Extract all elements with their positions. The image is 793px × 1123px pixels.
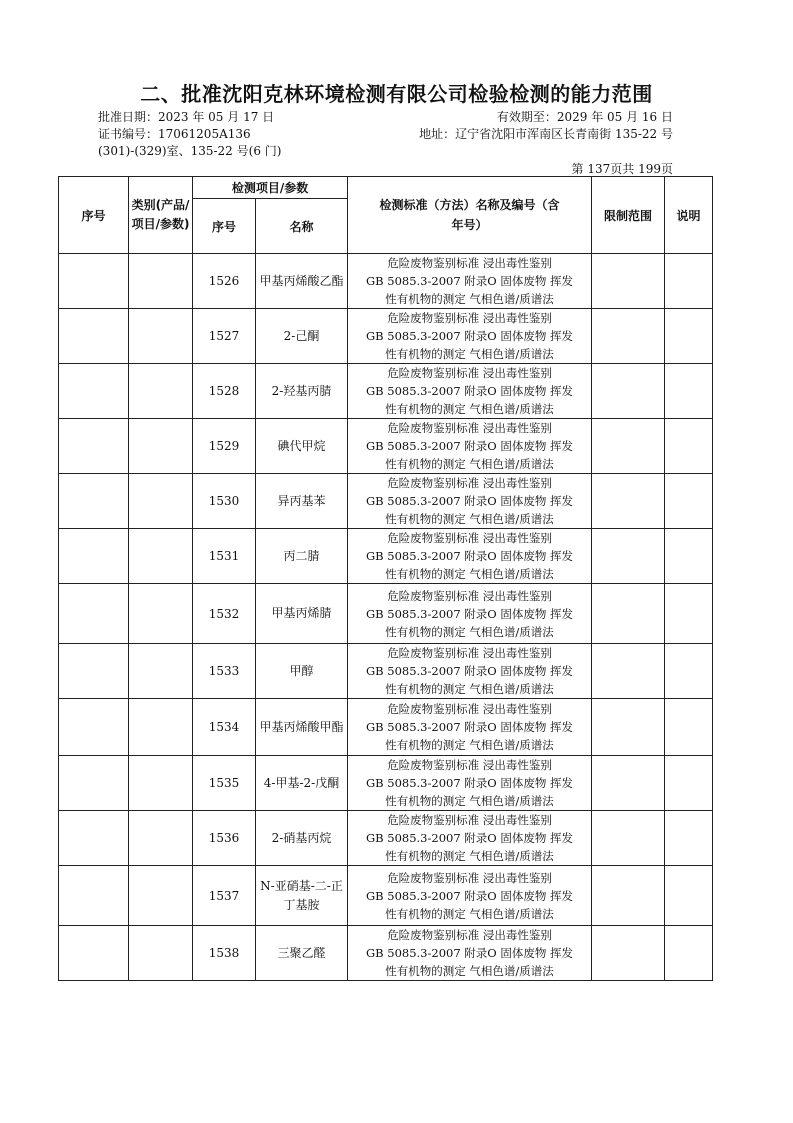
row-item-no: 1532: [193, 584, 256, 644]
row-item-name: 2-己酮: [256, 309, 348, 364]
row-category: [129, 699, 193, 756]
standard-line: GB 5085.3-2007 附录O 固体废物 挥发: [365, 946, 574, 960]
row-limit: [592, 474, 665, 529]
header-item-name: 名称: [256, 199, 348, 254]
header-item-group: 检测项目/参数: [193, 177, 348, 199]
row-standard: [348, 254, 592, 309]
standard-line: 性有机物的测定 气相色谱/质谱法: [385, 347, 554, 361]
standard-line: GB 5085.3-2007 附录O 固体废物 挥发: [365, 494, 574, 508]
certificate-number: 证书编号：17061205A136: [98, 127, 251, 141]
row-item-no: 1527: [193, 309, 256, 364]
row-standard: [348, 419, 592, 474]
standard-line: 性有机物的测定 气相色谱/质谱法: [385, 794, 554, 808]
standard-line: 危险废物鉴别标准 浸出毒性鉴别: [387, 928, 552, 942]
valid-until: 有效期至：2029 年 05 月 16 日: [496, 110, 673, 124]
standard-line: 性有机物的测定 气相色谱/质谱法: [385, 849, 554, 863]
row-category: [129, 419, 193, 474]
standard-line: 性有机物的测定 气相色谱/质谱法: [385, 292, 554, 306]
row-limit: [592, 811, 665, 866]
row-note: [665, 756, 713, 811]
row-seq: [59, 584, 129, 644]
table-row: [59, 644, 713, 699]
page-number: 第 137页共 199页: [571, 162, 673, 176]
standard-line: 性有机物的测定 气相色谱/质谱法: [385, 682, 554, 696]
approval-date: 批准日期：2023 年 05 月 17 日: [98, 110, 275, 124]
standard-line: 危险废物鉴别标准 浸出毒性鉴别: [387, 366, 552, 380]
table-row: [59, 364, 713, 419]
table-row: [59, 474, 713, 529]
row-seq: [59, 699, 129, 756]
row-item-no: 1535: [193, 756, 256, 811]
row-note: [665, 644, 713, 699]
row-item-no: 1530: [193, 474, 256, 529]
row-note: [665, 474, 713, 529]
row-limit: [592, 866, 665, 926]
row-note: [665, 699, 713, 756]
row-category: [129, 364, 193, 419]
row-note: [665, 419, 713, 474]
row-item-no: 1528: [193, 364, 256, 419]
standard-line: GB 5085.3-2007 附录O 固体废物 挥发: [365, 384, 574, 398]
standard-line: 性有机物的测定 气相色谱/质谱法: [385, 567, 554, 581]
row-seq: [59, 866, 129, 926]
row-item-name: 碘代甲烷: [256, 419, 348, 474]
row-category: [129, 474, 193, 529]
header-standard-text: 检测标准（方法）名称及编号（含年号）: [379, 198, 560, 232]
row-item-name: 2-羟基丙腈: [256, 364, 348, 419]
standard-line: 性有机物的测定 气相色谱/质谱法: [385, 457, 554, 471]
standard-line: 性有机物的测定 气相色谱/质谱法: [385, 402, 554, 416]
row-item-name: 4-甲基-2-戊酮: [256, 756, 348, 811]
row-limit: [592, 309, 665, 364]
table-row: [59, 699, 713, 756]
row-standard: [348, 364, 592, 419]
table-row: [59, 529, 713, 584]
standard-line: 危险废物鉴别标准 浸出毒性鉴别: [387, 421, 552, 435]
standard-line: GB 5085.3-2007 附录O 固体废物 挥发: [365, 439, 574, 453]
table-row: [59, 756, 713, 811]
row-item-name: 甲基丙烯腈: [256, 584, 348, 644]
row-standard: [348, 474, 592, 529]
row-item-no: 1536: [193, 811, 256, 866]
standard-line: GB 5085.3-2007 附录O 固体废物 挥发: [365, 274, 574, 288]
row-seq: [59, 756, 129, 811]
row-seq: [59, 474, 129, 529]
row-limit: [592, 644, 665, 699]
row-item-name: 三聚乙醛: [256, 926, 348, 981]
standard-line: GB 5085.3-2007 附录O 固体废物 挥发: [365, 549, 574, 563]
table-row: [59, 866, 713, 926]
table-row: [59, 584, 713, 644]
row-item-no: 1538: [193, 926, 256, 981]
row-category: [129, 811, 193, 866]
row-item-name: N-亚硝基-二-正丁基胺: [256, 866, 348, 926]
standard-line: 性有机物的测定 气相色谱/质谱法: [385, 906, 554, 921]
standard-line: 危险废物鉴别标准 浸出毒性鉴别: [387, 311, 552, 325]
table-row: [59, 254, 713, 309]
row-limit: [592, 699, 665, 756]
row-seq: [59, 529, 129, 584]
row-note: [665, 254, 713, 309]
row-limit: [592, 364, 665, 419]
header-category-text: 类别(产品/项目/参数): [131, 198, 190, 231]
row-item-name: 甲基丙烯酸甲酯: [256, 699, 348, 756]
standard-line: 性有机物的测定 气相色谱/质谱法: [385, 624, 554, 639]
standard-line: 性有机物的测定 气相色谱/质谱法: [385, 738, 554, 752]
table-row: [59, 926, 713, 981]
standard-line: GB 5085.3-2007 附录O 固体废物 挥发: [365, 776, 574, 790]
row-item-no: 1531: [193, 529, 256, 584]
row-limit: [592, 584, 665, 644]
row-category: [129, 926, 193, 981]
row-note: [665, 811, 713, 866]
address: 地址：辽宁省沈阳市浑南区长青南街 135-22 号: [419, 127, 673, 141]
standard-line: 性有机物的测定 气相色谱/质谱法: [385, 512, 554, 526]
row-limit: [592, 254, 665, 309]
standard-line: 性有机物的测定 气相色谱/质谱法: [385, 964, 554, 978]
header-limit: 限制范围: [592, 177, 665, 254]
row-item-no: 1526: [193, 254, 256, 309]
row-standard: [348, 644, 592, 699]
row-standard: [348, 584, 592, 644]
row-seq: [59, 309, 129, 364]
standard-line: GB 5085.3-2007 附录O 固体废物 挥发: [365, 831, 574, 845]
row-standard: [348, 699, 592, 756]
row-category: [129, 584, 193, 644]
header-item-seq: 序号: [193, 199, 256, 254]
row-limit: [592, 756, 665, 811]
row-item-name: 甲醇: [256, 644, 348, 699]
standard-line: GB 5085.3-2007 附录O 固体废物 挥发: [365, 606, 574, 621]
row-note: [665, 309, 713, 364]
row-seq: [59, 644, 129, 699]
standard-line: 危险废物鉴别标准 浸出毒性鉴别: [387, 256, 552, 270]
table-row: [59, 811, 713, 866]
header-category: [129, 177, 193, 254]
standard-line: GB 5085.3-2007 附录O 固体废物 挥发: [365, 720, 574, 734]
standard-line: 危险废物鉴别标准 浸出毒性鉴别: [387, 702, 552, 716]
row-seq: [59, 419, 129, 474]
row-category: [129, 644, 193, 699]
standard-line: 危险废物鉴别标准 浸出毒性鉴别: [387, 870, 552, 885]
row-note: [665, 926, 713, 981]
row-category: [129, 866, 193, 926]
row-item-no: 1537: [193, 866, 256, 926]
standard-line: 危险废物鉴别标准 浸出毒性鉴别: [387, 813, 552, 827]
row-note: [665, 866, 713, 926]
row-category: [129, 254, 193, 309]
row-category: [129, 309, 193, 364]
row-standard: [348, 309, 592, 364]
header-seq: 序号: [59, 177, 129, 254]
row-category: [129, 529, 193, 584]
row-item-no: 1529: [193, 419, 256, 474]
standard-line: GB 5085.3-2007 附录O 固体废物 挥发: [365, 664, 574, 678]
row-category: [129, 756, 193, 811]
row-limit: [592, 529, 665, 584]
row-standard: [348, 811, 592, 866]
row-standard: [348, 866, 592, 926]
standard-line: 危险废物鉴别标准 浸出毒性鉴别: [387, 531, 552, 545]
standard-line: 危险废物鉴别标准 浸出毒性鉴别: [387, 476, 552, 490]
row-note: [665, 364, 713, 419]
row-item-name: 甲基丙烯酸乙酯: [256, 254, 348, 309]
standard-line: 危险废物鉴别标准 浸出毒性鉴别: [387, 758, 552, 772]
row-item-name: 丙二腈: [256, 529, 348, 584]
address-continued: (301)-(329)室、135-22 号(6 门): [98, 144, 282, 158]
row-seq: [59, 926, 129, 981]
row-standard: [348, 756, 592, 811]
table-row: [59, 419, 713, 474]
row-limit: [592, 419, 665, 474]
capability-table: [58, 176, 713, 981]
row-seq: [59, 364, 129, 419]
row-standard: [348, 926, 592, 981]
row-note: [665, 584, 713, 644]
standard-line: 危险废物鉴别标准 浸出毒性鉴别: [387, 646, 552, 660]
row-note: [665, 529, 713, 584]
row-item-no: 1533: [193, 644, 256, 699]
row-item-no: 1534: [193, 699, 256, 756]
row-item-name: 2-硝基丙烷: [256, 811, 348, 866]
header-note: 说明: [665, 177, 713, 254]
standard-line: GB 5085.3-2007 附录O 固体废物 挥发: [365, 888, 574, 903]
row-limit: [592, 926, 665, 981]
row-standard: [348, 529, 592, 584]
page-title: 二、批准沈阳克林环境检测有限公司检验检测的能力范围: [140, 82, 653, 106]
header-standard: [348, 177, 592, 254]
table-row: [59, 309, 713, 364]
row-item-name: 异丙基苯: [256, 474, 348, 529]
standard-line: 危险废物鉴别标准 浸出毒性鉴别: [387, 588, 552, 603]
row-seq: [59, 254, 129, 309]
row-seq: [59, 811, 129, 866]
standard-line: GB 5085.3-2007 附录O 固体废物 挥发: [365, 329, 574, 343]
